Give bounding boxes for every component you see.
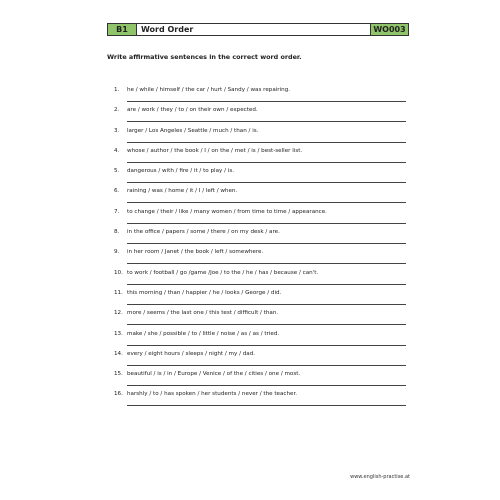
exercise-words: in the office / papers / some / there / on my desk / are.	[127, 229, 280, 236]
answer-line[interactable]	[127, 182, 406, 183]
answer-line[interactable]	[127, 284, 406, 285]
exercise-item	[114, 86, 406, 106]
exercise-words: he / while / himself / the car / hurt / Sandy / was repairing.	[127, 87, 291, 93]
exercise-prompt	[114, 228, 406, 236]
answer-line[interactable]	[127, 263, 406, 264]
exercise-item	[114, 269, 406, 289]
level-badge: B1	[108, 24, 137, 35]
exercise-number: 2.	[114, 107, 120, 114]
exercise-number: 12.	[114, 310, 123, 317]
exercise-item	[114, 330, 406, 350]
exercise-number: 8.	[114, 229, 120, 236]
exercise-number: 10.	[114, 269, 123, 276]
exercise-item	[114, 208, 406, 228]
answer-line[interactable]	[127, 304, 406, 305]
exercise-item	[114, 106, 406, 126]
worksheet-header	[107, 23, 409, 36]
exercise-item	[114, 350, 406, 370]
answer-line[interactable]	[127, 101, 406, 102]
exercise-words: every / eight hours / sleeps / night / my / dad.	[127, 350, 256, 357]
exercise-prompt	[114, 248, 406, 256]
exercise-words: whose / author / the book / I / on the / met / is / best-seller list.	[127, 147, 303, 154]
exercise-prompt	[114, 147, 406, 155]
exercise-words: dangerous / with / fire / it / to play / is.	[127, 168, 235, 175]
answer-line[interactable]	[127, 365, 406, 366]
exercise-prompt	[114, 187, 406, 195]
exercise-number: 15.	[114, 371, 123, 378]
exercise-number: 9.	[114, 249, 120, 256]
exercise-number: 7.	[114, 208, 120, 215]
exercise-prompt	[114, 269, 406, 277]
exercise-number: 5.	[114, 168, 120, 175]
exercise-number: 14.	[114, 350, 123, 357]
exercise-item	[114, 289, 406, 309]
footer-url: www.english-practise.at	[350, 474, 410, 480]
exercise-list	[114, 86, 406, 411]
exercise-prompt	[114, 106, 406, 114]
exercise-number: 3.	[114, 127, 120, 134]
answer-line[interactable]	[127, 324, 406, 325]
worksheet-code: WO003	[370, 24, 408, 35]
exercise-words: to change / their / like / many women / from time to time / appearance.	[127, 208, 327, 215]
worksheet-title: Word Order	[137, 24, 370, 35]
exercise-number: 4.	[114, 147, 120, 154]
exercise-prompt	[114, 208, 406, 216]
exercise-item	[114, 228, 406, 248]
exercise-words: make / she / possible / to / little / noise / as / as / tried.	[127, 330, 280, 337]
answer-line[interactable]	[127, 243, 406, 244]
exercise-item	[114, 370, 406, 390]
exercise-item	[114, 309, 406, 329]
instructions-text: Write affirmative sentences in the correct word order.	[107, 53, 302, 61]
exercise-prompt	[114, 86, 406, 94]
exercise-prompt	[114, 330, 406, 338]
exercise-number: 11.	[114, 289, 123, 296]
exercise-words: in her room / Janet / the book / left / somewhere.	[127, 249, 264, 256]
exercise-prompt	[114, 289, 406, 297]
exercise-item	[114, 390, 406, 410]
answer-line[interactable]	[127, 142, 406, 143]
exercise-item	[114, 248, 406, 268]
answer-line[interactable]	[127, 385, 406, 386]
exercise-words: are / work / they / to / on their own / expected.	[127, 107, 258, 114]
exercise-words: larger / Los Angeles / Seattle / much / than / is.	[127, 127, 259, 134]
exercise-number: 13.	[114, 330, 123, 337]
exercise-prompt	[114, 167, 406, 175]
exercise-words: beautiful / is / in / Europe / Venice / of the / cities / one / most.	[127, 371, 301, 378]
exercise-words: to work / football / go /game /Joe / to the / he / has / because / can't.	[127, 269, 319, 276]
exercise-prompt	[114, 390, 406, 398]
exercise-words: more / seems / the last one / this test / difficult / than.	[127, 310, 279, 317]
exercise-prompt	[114, 350, 406, 358]
exercise-words: harshly / to / has spoken / her students / never / the teacher.	[127, 391, 298, 398]
exercise-number: 6.	[114, 188, 120, 195]
exercise-item	[114, 147, 406, 167]
exercise-prompt	[114, 370, 406, 378]
exercise-item	[114, 167, 406, 187]
exercise-number: 16.	[114, 391, 123, 398]
exercise-prompt	[114, 127, 406, 135]
exercise-number: 1.	[114, 87, 120, 93]
answer-line[interactable]	[127, 202, 406, 203]
exercise-words: raining / was / home / it / I / left / when.	[127, 188, 238, 195]
answer-line[interactable]	[127, 162, 406, 163]
exercise-item	[114, 127, 406, 147]
answer-line[interactable]	[127, 121, 406, 122]
exercise-words: this morning / than / happier / he / looks / George / did.	[127, 289, 282, 296]
exercise-prompt	[114, 309, 406, 317]
answer-line[interactable]	[127, 405, 406, 406]
answer-line[interactable]	[127, 345, 406, 346]
exercise-item	[114, 187, 406, 207]
answer-line[interactable]	[127, 223, 406, 224]
